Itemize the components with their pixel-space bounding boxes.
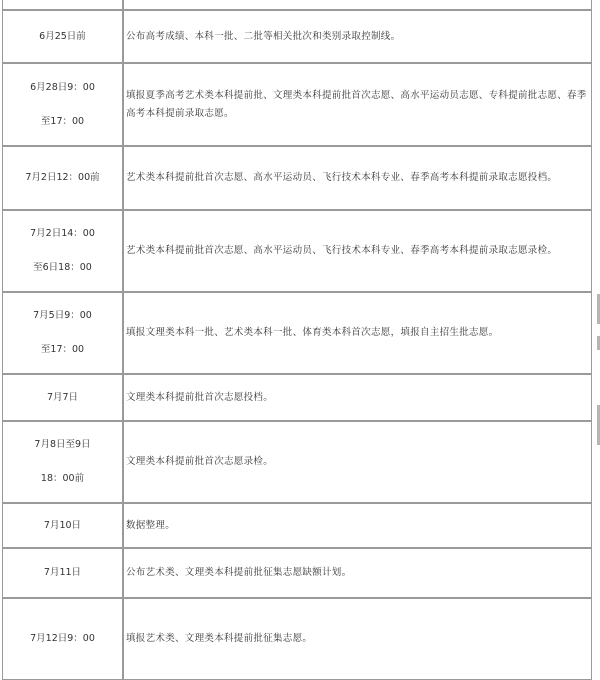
date-line: 7月10日 <box>43 519 82 531</box>
description-cell <box>123 598 592 680</box>
date-text <box>3 217 122 285</box>
date-text <box>3 30 122 44</box>
description-cell <box>123 0 592 10</box>
description-cell <box>123 292 592 374</box>
date-text <box>3 519 122 533</box>
date-line: 7月11日 <box>43 567 82 578</box>
description-text: 文理类本科提前批首次志愿投档。 <box>126 391 274 403</box>
table-row <box>0 598 600 680</box>
date-cell <box>2 63 123 146</box>
date-cell <box>2 374 123 421</box>
table-row <box>0 63 600 146</box>
date-cell <box>2 503 123 548</box>
date-cell <box>2 210 123 292</box>
date-text <box>3 391 122 405</box>
date-cell <box>2 10 123 63</box>
table-row <box>0 421 600 503</box>
description-cell <box>123 503 592 548</box>
date-text <box>3 428 122 496</box>
date-line: 7月7日 <box>46 391 79 403</box>
date-line: 至17：00 <box>40 115 85 127</box>
description-cell <box>123 63 592 146</box>
description-text: 公布高考成绩、本科一批、二批等相关批次和类别录取控制线。 <box>126 30 401 42</box>
date-line: 至17：00 <box>40 344 85 355</box>
table-row <box>0 0 600 10</box>
table-row <box>0 548 600 598</box>
date-text <box>3 622 122 656</box>
description-text: 填报文理类本科一批、艺术类本科一批、体育类本科首次志愿，填报自主招生批志愿。 <box>126 327 499 338</box>
table-row <box>0 503 600 548</box>
description-text: 填报艺术类、文理类本科提前批征集志愿。 <box>126 633 313 644</box>
date-text <box>3 71 122 139</box>
description-text: 数据整理。 <box>126 519 176 531</box>
date-cell <box>2 548 123 598</box>
date-line: 至6日18：00 <box>33 262 92 273</box>
description-text: 文理类本科提前批首次志愿录检。 <box>126 456 274 467</box>
date-line: 7月12日9：00 <box>30 633 95 644</box>
table-row <box>0 292 600 374</box>
date-line: 6月28日9：00 <box>30 81 95 93</box>
table-row <box>0 10 600 63</box>
date-text <box>3 566 122 580</box>
description-cell <box>123 210 592 292</box>
table-row <box>0 210 600 292</box>
description-text: 艺术类本科提前批首次志愿、高水平运动员、飞行技术本科专业、春季高考本科提前录取志愿录检。 <box>126 245 558 256</box>
description-text: 公布艺术类、文理类本科提前批征集志愿缺额计划。 <box>126 567 352 578</box>
date-cell <box>2 421 123 503</box>
date-line: 6月25日前 <box>39 30 86 42</box>
table-row <box>0 374 600 421</box>
description-text: 填报夏季高考艺术类本科提前批、文理类本科提前批首次志愿、高水平运动员志愿、专科提前批志愿、春季高考本科提前录取志愿。 <box>126 89 587 119</box>
description-cell <box>123 421 592 503</box>
date-line: 7月2日14：00 <box>30 228 95 239</box>
date-cell <box>2 146 123 210</box>
date-cell <box>2 598 123 680</box>
description-cell <box>123 548 592 598</box>
table-row <box>0 146 600 210</box>
date-cell <box>2 292 123 374</box>
date-cell <box>2 0 123 10</box>
date-text <box>3 171 122 185</box>
date-line: 7月5日9：00 <box>33 310 92 321</box>
date-line: 18：00前 <box>40 473 85 484</box>
description-cell <box>123 146 592 210</box>
date-line: 7月8日至9日 <box>34 439 91 450</box>
description-cell <box>123 374 592 421</box>
date-line: 7月2日12：00前 <box>25 172 100 183</box>
date-text <box>3 299 122 367</box>
description-cell <box>123 10 592 63</box>
description-text: 艺术类本科提前批首次志愿、高水平运动员、飞行技术本科专业、春季高考本科提前录取志愿投档。 <box>126 172 558 183</box>
